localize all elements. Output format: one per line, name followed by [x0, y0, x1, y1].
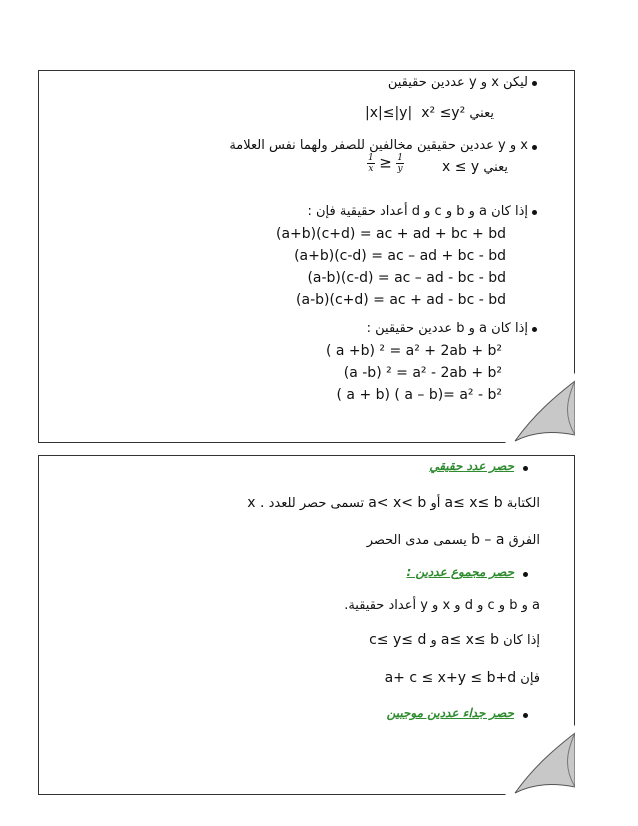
item4-formula: ( a + b) ( a – b)= a² - b² [336, 387, 502, 403]
line5-math: a+ c ≤ x+y ≤ b+d [384, 670, 517, 686]
item3-formula: (a+b)(c-d) = ac – ad + bc - bd [294, 248, 506, 264]
fraction-1-over-x: $\frac{1}{x}$ [368, 153, 374, 174]
bullet [532, 145, 537, 150]
line1-prefix: الكتابة [506, 496, 540, 511]
page-card-1 [38, 70, 575, 443]
heading-product-bound: حصر جداء عددين موجبين [386, 706, 514, 720]
variables-line [344, 598, 540, 613]
item2-fraction-inequality [367, 153, 404, 174]
line5-prefix: فإن [520, 671, 540, 686]
item2-text: x و y عددين حقيقين مخالفين للصفر ولهما نفس العلامة [229, 138, 528, 153]
item3-formula: (a-b)(c+d) = ac + ad - bc - bd [296, 292, 506, 308]
item1-right-math: x² ≤y² [421, 105, 466, 121]
geq-symbol: ≥ [379, 153, 392, 172]
item4-formula: ( a +b) ² = a² + 2ab + b² [325, 343, 502, 359]
item4-text: إذا كان a و b عددين حقيقين : [366, 321, 528, 336]
item1-right [421, 105, 494, 121]
line4-prefix: إذا كان [503, 633, 540, 648]
line2-math: b – a [471, 532, 505, 548]
line1-or: أو [430, 496, 441, 511]
item3-text: إذا كان a و b و c و d أعداد حقيقية فإن : [307, 204, 528, 219]
line1-math-1: a≤ x≤ b [444, 495, 503, 511]
item1-text: ليكن x و y عددين حقيقين [387, 75, 528, 90]
heading-real-number-bound: حصر عدد حقيقي [429, 459, 514, 473]
bullet [523, 713, 528, 718]
item2-right [442, 159, 508, 175]
bullet [532, 210, 537, 215]
item2-math: x ≤ y [442, 159, 480, 175]
line3-text: a و b و c و d و x و y أعداد حقيقية. [344, 598, 540, 613]
condition-line [369, 632, 540, 648]
bullet [523, 466, 528, 471]
bound-definition-line [247, 495, 540, 511]
item2-prefix: يعني [483, 160, 508, 175]
bullet [523, 572, 528, 577]
page-card-2 [38, 455, 575, 795]
result-line [385, 670, 540, 686]
fraction-1-over-y: $\frac{1}{y}$ [397, 153, 403, 174]
line1-math-2: a< x< b [368, 495, 427, 511]
bullet [532, 327, 537, 332]
bound-range-line [367, 532, 540, 548]
item3-formula: (a+b)(c+d) = ac + ad + bc + bd [276, 226, 506, 242]
line2-prefix: الفرق [508, 533, 540, 548]
item1-right-prefix: يعني [469, 106, 494, 121]
item3-formula: (a-b)(c-d) = ac – ad - bc - bd [307, 270, 506, 286]
line1-suffix: تسمى حصر للعدد [268, 496, 365, 511]
item1-left-math: |x|≤|y| [365, 105, 413, 121]
page-curl-icon [505, 725, 575, 795]
line4-math-1: a≤ x≤ b [440, 632, 500, 648]
item4-formula: (a -b) ² = a² - 2ab + b² [343, 365, 502, 381]
line2-suffix: يسمى مدى الحصر [366, 533, 467, 548]
page-curl-icon [505, 373, 575, 443]
line4-math-2: c≤ y≤ d [369, 632, 427, 648]
heading-sum-bound: حصر مجموع عددين : [406, 565, 514, 579]
line1-x: x . [247, 495, 265, 511]
bullet [532, 81, 537, 86]
line4-and: و [430, 633, 437, 648]
